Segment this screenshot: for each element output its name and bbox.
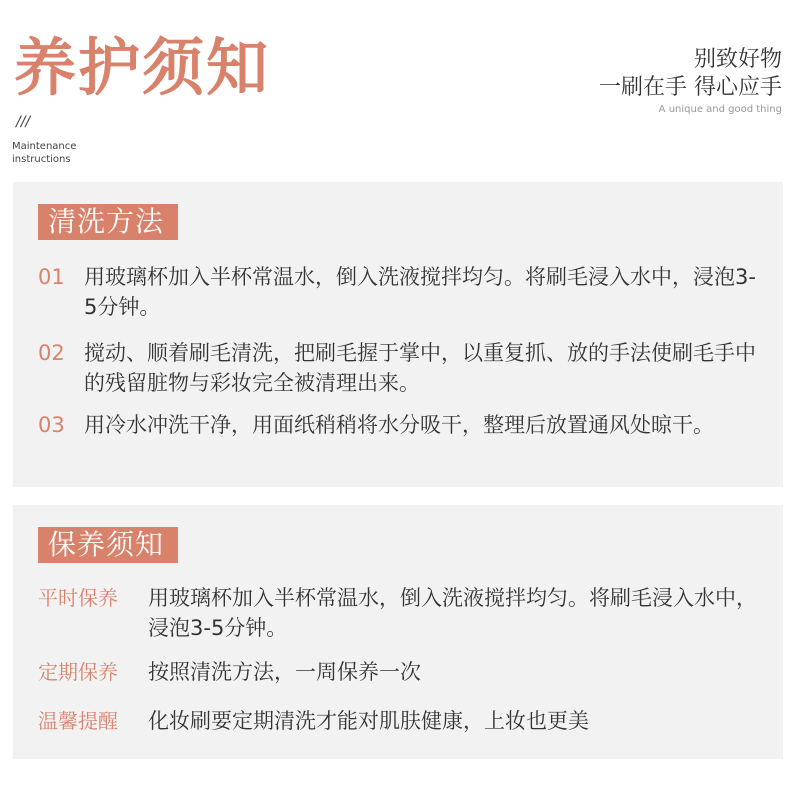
care-panel — [13, 505, 783, 759]
page-title: 养护须知 — [14, 31, 271, 104]
cleaning-step — [38, 262, 769, 322]
step-text: 用冷水冲洗干净，用面纸稍稍将水分吸干，整理后放置通风处晾干。 — [84, 413, 714, 437]
step-number: 03 — [38, 413, 65, 437]
cleaning-heading: 清洗方法 — [38, 204, 178, 240]
care-text: 按照清洗方法，一周保养一次 — [148, 660, 421, 684]
step-number: 02 — [38, 341, 65, 365]
step-text: 用玻璃杯加入半杯常温水，倒入洗液搅拌均匀。将刷毛浸入水中，浸泡3-5分钟。 — [84, 265, 756, 319]
care-text: 化妆刷要定期清洗才能对肌肤健康，上妆也更美 — [148, 709, 589, 733]
title-slashes: /// — [16, 114, 31, 130]
care-item — [38, 583, 769, 643]
care-item — [38, 706, 769, 736]
slogan-line1: 别致好物 — [693, 47, 782, 72]
care-item — [38, 657, 769, 687]
care-label: 定期保养 — [38, 660, 118, 684]
step-text: 搅动、顺着刷毛清洗，把刷毛握于掌中，以重复抓、放的手法使刷毛手中的残留脏物与彩妆完全被清理出来。 — [84, 341, 756, 395]
care-text: 用玻璃杯加入半杯常温水，倒入洗液搅拌均匀。将刷毛浸入水中，浸泡3-5分钟。 — [148, 586, 757, 640]
slogan-line2: 一刷在手 得心应手 — [599, 75, 782, 100]
cleaning-step — [38, 338, 769, 398]
care-label: 温馨提醒 — [38, 709, 118, 733]
slogan-english: A unique and good thing — [658, 104, 782, 115]
cleaning-panel — [13, 182, 783, 487]
cleaning-step — [38, 410, 769, 440]
step-number: 01 — [38, 265, 65, 289]
care-heading: 保养须知 — [38, 527, 178, 563]
care-label: 平时保养 — [38, 586, 118, 610]
english-subtitle-line1: Maintenance — [12, 141, 77, 152]
english-subtitle — [12, 140, 76, 166]
english-subtitle-line2: instructions — [12, 154, 71, 165]
